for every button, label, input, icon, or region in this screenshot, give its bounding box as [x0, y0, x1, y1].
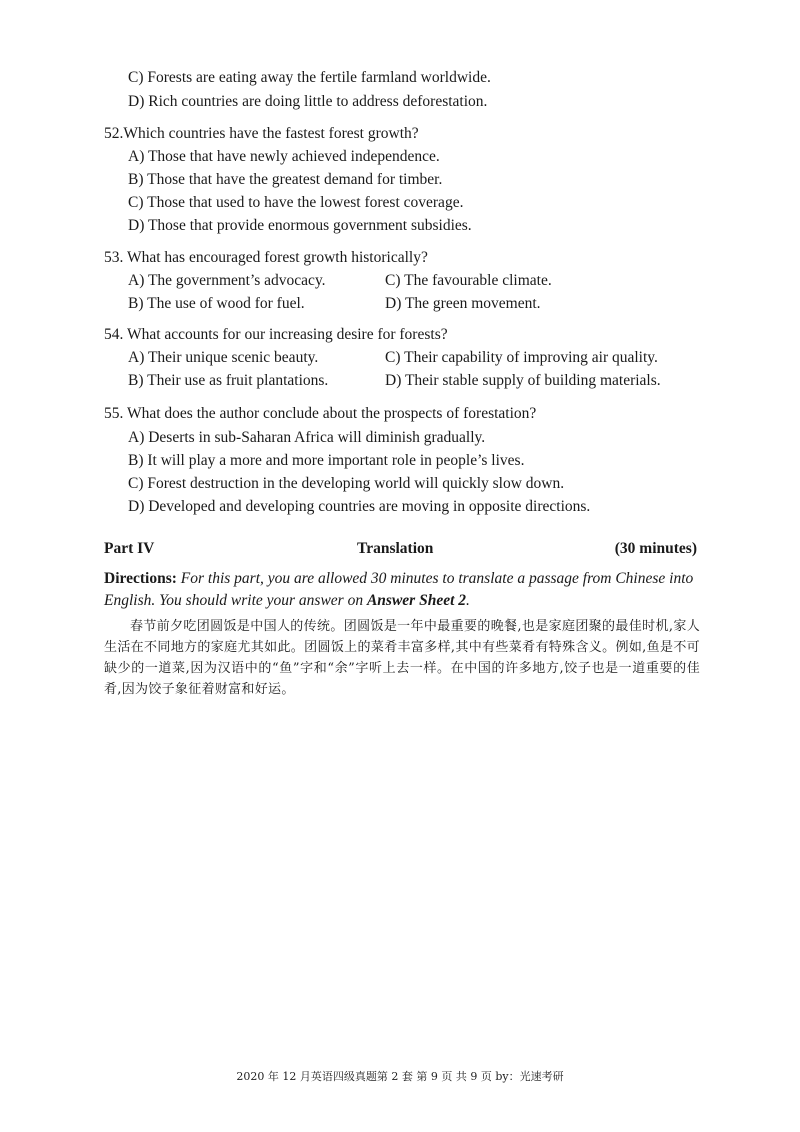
q54-option-d: D) Their stable supply of building materials. [385, 372, 661, 389]
q55-option-c: C) Forest destruction in the developing world will quickly slow down. [128, 475, 565, 492]
q52-question: 52.Which countries have the fastest forest growth? [104, 125, 419, 142]
page-footer: 2020 年 12 月英语四级真题第 2 套 第 9 页 共 9 页 by：光速考研 [236, 1070, 564, 1083]
q55-option-a: A) Deserts in sub-Saharan Africa will diminish gradually. [128, 429, 486, 446]
chinese-passage: 春节前夕吃团圆饭是中国人的传统。团圆饭是一年中最重要的晚餐,也是家庭团聚的最佳时机,家人生活在不同地方的家庭尤其如此。团圆饭上的菜肴丰富多样,其中有些菜肴有特殊含义。例如,鱼是不可缺少的一道菜,因为汉语中的“鱼”字和“余”字听上去一样。在中国的许多地方,饺子也是一道重要的佳肴,因为饺子象征着财富和好运。 [104, 619, 700, 697]
directions-label: Directions: [104, 570, 177, 587]
q53-option-b: B) The use of wood for fuel. [128, 295, 305, 312]
q51-option-d: D) Rich countries are doing little to address deforestation. [128, 93, 488, 110]
part-label: Part IV [104, 540, 155, 557]
answer-sheet-ref: Answer Sheet 2 [366, 592, 467, 609]
part-title: Translation [357, 540, 434, 557]
directions [104, 568, 700, 612]
q54-option-c: C) Their capability of improving air quality. [385, 349, 658, 366]
q55-option-d: D) Developed and developing countries are moving in opposite directions. [128, 498, 591, 515]
q52-option-d: D) Those that provide enormous government subsidies. [128, 217, 472, 234]
q54-option-b: B) Their use as fruit plantations. [128, 372, 329, 389]
part-header [104, 540, 697, 560]
q53-option-c: C) The favourable climate. [385, 272, 552, 289]
q52-option-a: A) Those that have newly achieved independence. [128, 148, 440, 165]
directions-text: For this part, you are allowed 30 minutes to translate a passage from Chinese into English. You should write your answer on [104, 570, 694, 609]
q54-option-a: A) Their unique scenic beauty. [128, 349, 319, 366]
q55-question: 55. What does the author conclude about the prospects of forestation? [104, 405, 537, 422]
q52-option-c: C) Those that used to have the lowest forest coverage. [128, 194, 464, 211]
q51-option-c: C) Forests are eating away the fertile farmland worldwide. [128, 69, 491, 86]
q53-option-a: A) The government’s advocacy. [128, 272, 326, 289]
q55-option-b: B) It will play a more and more important role in people’s lives. [128, 452, 525, 469]
directions-end: . [466, 592, 470, 609]
q54-question: 54. What accounts for our increasing desire for forests? [104, 326, 448, 343]
q52-option-b: B) Those that have the greatest demand for timber. [128, 171, 443, 188]
q53-question: 53. What has encouraged forest growth historically? [104, 249, 428, 266]
part-time: (30 minutes) [614, 540, 697, 557]
q53-option-d: D) The green movement. [385, 295, 541, 312]
